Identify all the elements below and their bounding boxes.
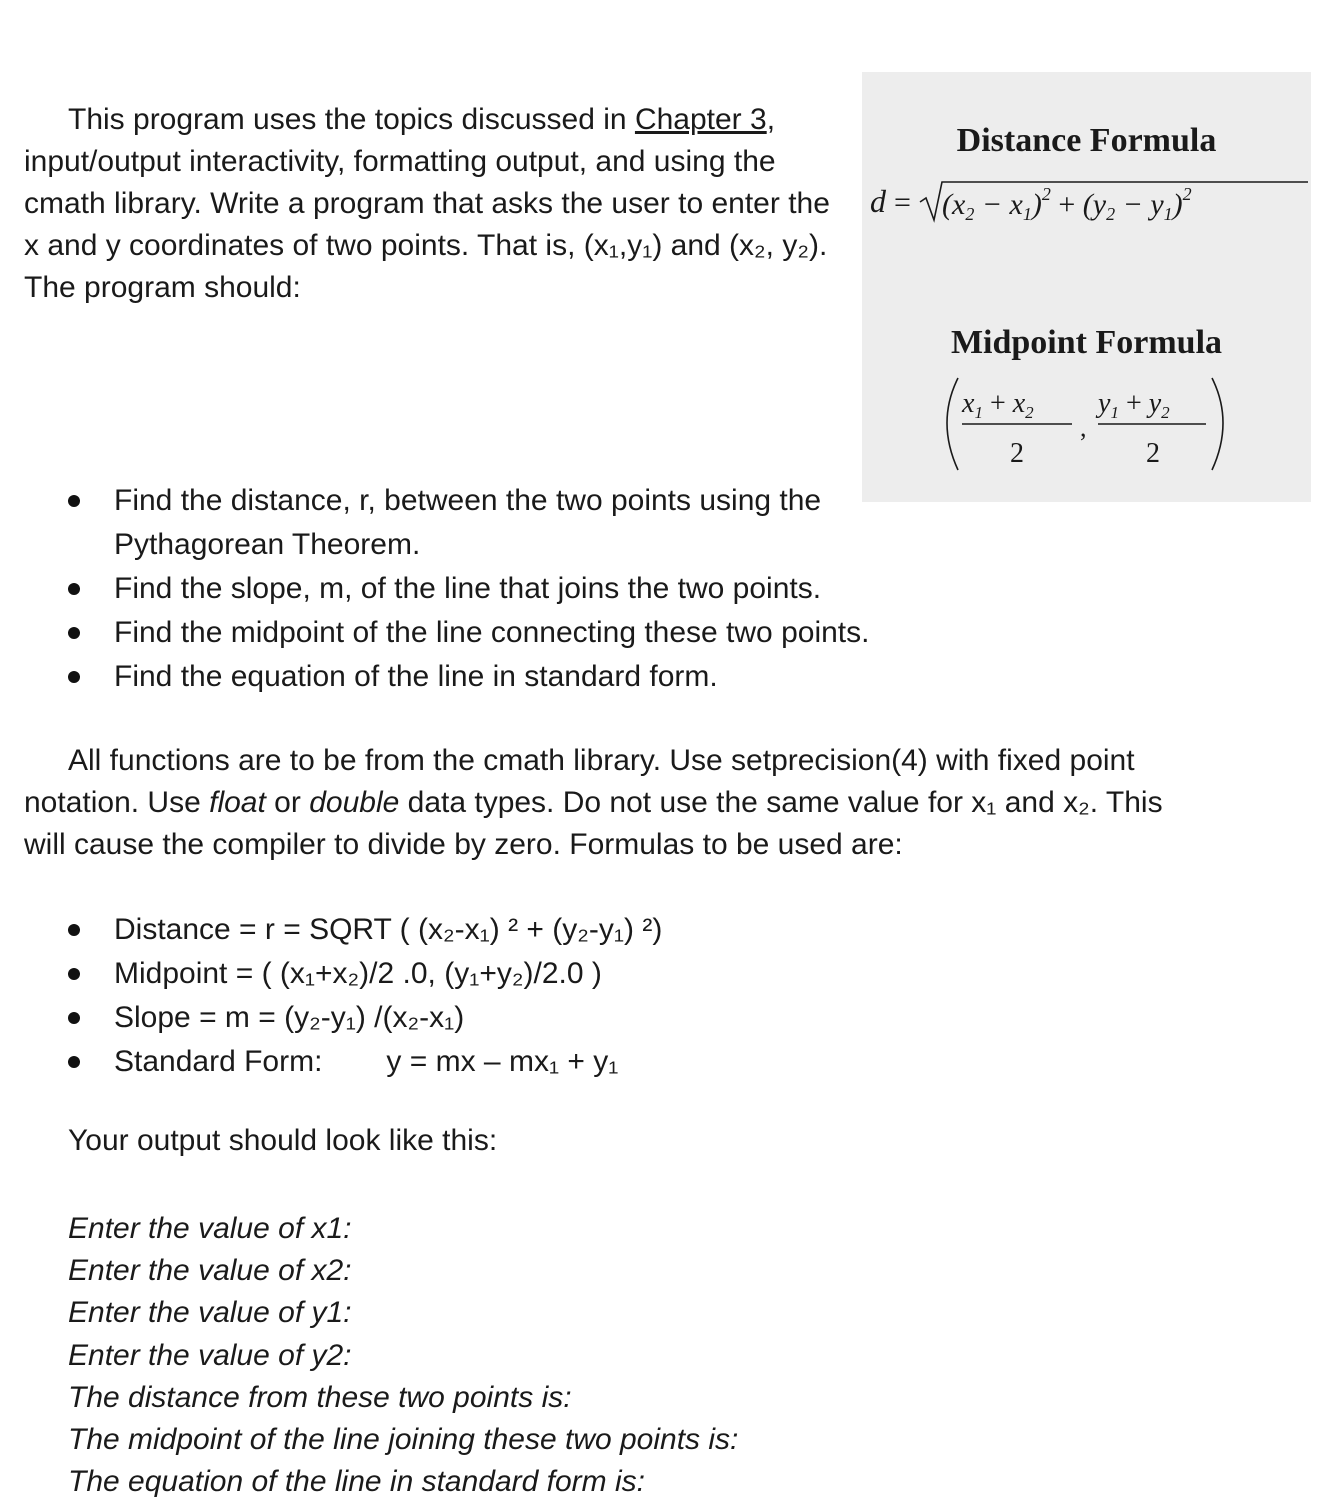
standard-form-equation: y = mx – mx₁ + y₁	[386, 1045, 619, 1078]
chapter-link[interactable]: Chapter 3	[634, 103, 767, 136]
list-item	[62, 1040, 962, 1084]
functions-paragraph	[24, 740, 1164, 866]
bullet-icon	[68, 627, 80, 639]
sample-output	[68, 1208, 738, 1503]
list-item	[62, 611, 942, 655]
intro-text-after: , input/output interactivity, formatting output, and using the cmath library. Write a program that asks the user to enter the x and y coordinates of two points. That is, (x₁,y₁) and (x₂, y₂). The program should:	[24, 103, 830, 304]
distance-formula-equation	[862, 172, 1311, 242]
svg-text:2: 2	[1146, 438, 1160, 469]
bullet-icon	[68, 671, 80, 683]
standard-form-label: Standard Form:	[114, 1045, 323, 1078]
list-item	[62, 655, 942, 699]
bullet-icon	[68, 1056, 80, 1068]
sample-output-line: The midpoint of the line joining these two points is:	[68, 1423, 739, 1457]
bullet-icon	[68, 968, 80, 980]
task-list	[62, 479, 942, 699]
intro-paragraph	[24, 99, 834, 309]
list-item	[62, 952, 962, 996]
svg-text:,: ,	[1080, 413, 1087, 442]
sample-output-line: Enter the value of y1:	[68, 1296, 352, 1330]
distance-formula-title: Distance Formula	[956, 122, 1217, 159]
midpoint-formula-title: Midpoint Formula	[950, 324, 1223, 361]
functions-text: All functions are to be from the cmath library. Use setprecision(4) with fixed point notation. Use	[24, 744, 1135, 819]
intro-text-before: This program uses the topics discussed in	[68, 103, 635, 136]
list-item	[62, 996, 962, 1040]
double-term: double	[309, 786, 400, 819]
output-heading: Your output should look like this:	[68, 1124, 498, 1157]
midpoint-formula-equation	[862, 370, 1311, 480]
bullet-icon	[68, 1012, 80, 1024]
formula-image	[862, 72, 1311, 502]
task-text: Find the slope, m, of the line that joins the two points.	[114, 572, 822, 605]
task-text: Find the distance, r, between the two points using the Pythagorean Theorem.	[114, 484, 822, 561]
sample-output-line: Enter the value of y2:	[68, 1338, 352, 1372]
svg-text:x1 + x2: $x_1 + x_2$	[962, 388, 1034, 422]
list-item	[62, 479, 942, 567]
svg-text:=: =	[894, 186, 911, 219]
sample-output-line: Enter the value of x2:	[68, 1254, 352, 1288]
list-item	[62, 567, 942, 611]
distance-formula-text: Distance = r = SQRT ( (x₂-x₁) ² + (y₂-y₁) ²)	[114, 913, 663, 946]
formula-list	[62, 908, 962, 1084]
svg-text:d: d	[870, 183, 886, 219]
bullet-icon	[68, 495, 80, 507]
sample-output-line: The distance from these two points is:	[68, 1380, 572, 1414]
svg-text:y1 + y2: $y_1 + y_2$	[1098, 388, 1170, 422]
bullet-icon	[68, 924, 80, 936]
bullet-icon	[68, 583, 80, 595]
functions-text: data types. Do not use the same value for x₁ and x₂. This will cause the compiler to divide by zero. Formulas to be used are:	[24, 786, 1163, 861]
svg-text:2: 2	[1010, 438, 1024, 469]
list-item	[62, 908, 962, 952]
svg-text:(x2 − x1)2 + (y2 − y1)2: $(x_2 - x_1)^2 + (y_2 - y_1)^2$	[942, 184, 1192, 224]
sample-output-line: Enter the value of x1:	[68, 1212, 352, 1245]
task-text: Find the equation of the line in standard form.	[114, 660, 718, 693]
sample-output-line: The equation of the line in standard form is:	[68, 1465, 646, 1499]
midpoint-formula-text: Midpoint = ( (x₁+x₂)/2 .0, (y₁+y₂)/2.0 )	[114, 957, 602, 990]
float-term: float	[209, 786, 266, 819]
slope-formula-text: Slope = m = (y₂-y₁) /(x₂-x₁)	[114, 1001, 465, 1034]
task-text: Find the midpoint of the line connecting these two points.	[114, 616, 870, 649]
functions-text: or	[265, 786, 310, 819]
